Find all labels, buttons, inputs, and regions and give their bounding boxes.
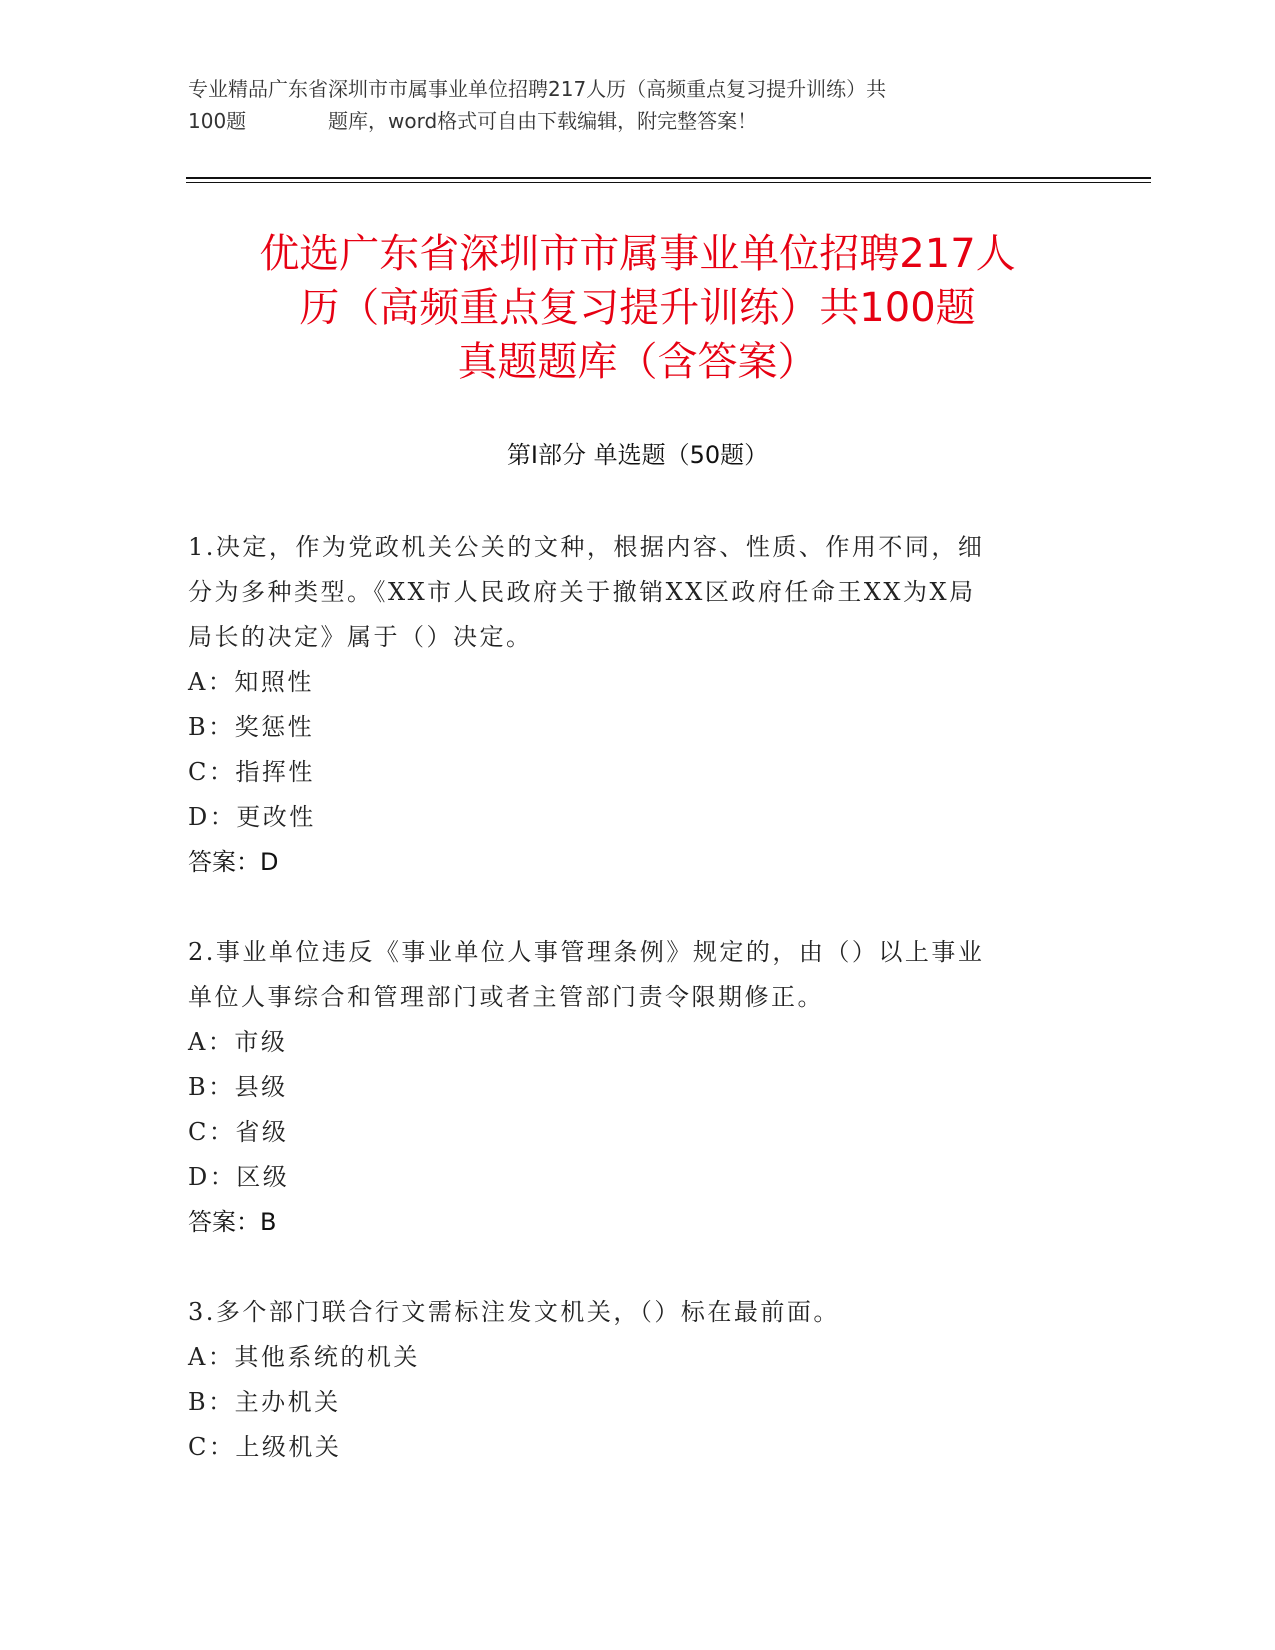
question-1-line-2: 分为多种类型。《XX市人民政府关于撤销XX区政府任命王XX为X局 <box>188 578 976 606</box>
question-3-option-b: B：主办机关 <box>188 1388 341 1416</box>
header-line-2a: 100题 <box>188 109 247 133</box>
question-1-line-1: 1.决定，作为党政机关公关的文种，根据内容、性质、作用不同，细 <box>188 533 985 561</box>
doc-title-line-3: 真题题库（含答案） <box>457 339 818 385</box>
question-2-line-2: 单位人事综合和管理部门或者主管部门责令限期修正。 <box>188 983 824 1011</box>
question-2-option-c: C：省级 <box>188 1118 289 1146</box>
question-1-option-b: B：奖惩性 <box>188 713 315 741</box>
question-1-line-3: 局长的决定》属于（）决定。 <box>188 623 533 651</box>
header-line-2b: 题库，word格式可自由下载编辑，附完整答案！ <box>328 109 758 133</box>
question-1-answer: 答案：D <box>188 848 279 876</box>
question-1-option-a: A：知照性 <box>188 668 314 696</box>
header-rule-top <box>186 177 1151 179</box>
question-3-option-c: C：上级机关 <box>188 1433 342 1461</box>
section-title: 第I部分 单选题（50题） <box>506 441 769 469</box>
question-3-option-a: A：其他系统的机关 <box>188 1343 420 1371</box>
doc-title-line-2: 历（高频重点复习提升训练）共100题 <box>299 285 976 331</box>
question-2-answer: 答案：B <box>188 1208 277 1236</box>
question-2-option-a: A：市级 <box>188 1028 288 1056</box>
question-1-option-d: D：更改性 <box>188 803 316 831</box>
doc-title-line-1: 优选广东省深圳市市属事业单位招聘217人 <box>259 231 1016 277</box>
header-line-1: 专业精品广东省深圳市市属事业单位招聘217人历（高频重点复习提升训练）共 <box>188 77 887 101</box>
header-rule-bottom <box>186 182 1151 183</box>
question-3-line-1: 3.多个部门联合行文需标注发文机关，（）标在最前面。 <box>188 1298 840 1326</box>
question-1-option-c: C：指挥性 <box>188 758 315 786</box>
question-2-line-1: 2.事业单位违反《事业单位人事管理条例》规定的，由（）以上事业 <box>188 938 985 966</box>
question-2-option-b: B：县级 <box>188 1073 288 1101</box>
question-2-option-d: D：区级 <box>188 1163 290 1191</box>
